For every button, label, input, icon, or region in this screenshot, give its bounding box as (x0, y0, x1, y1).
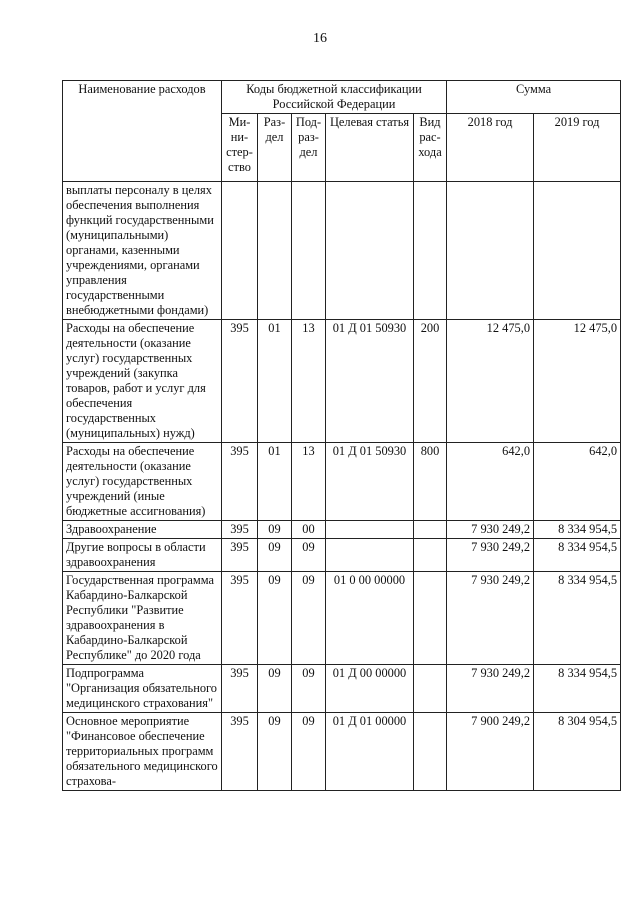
cell-target: 01 Д 00 00000 (326, 665, 414, 713)
cell-section (258, 182, 292, 320)
cell-name: выплаты персоналу в целях обеспечения выполнения функций государственными (муниципальными) органами, казенными учреждениями, органами управления государственными внебюджетными фондами) (63, 182, 222, 320)
cell-type (414, 539, 447, 572)
cell-subsection: 00 (292, 521, 326, 539)
cell-subsection: 09 (292, 572, 326, 665)
cell-subsection: 13 (292, 320, 326, 443)
cell-name: Государственная программа Кабардино-Балкарской Республики "Развитие здравоохранения в Кабардино-Балкарской Республике" до 2020 года (63, 572, 222, 665)
cell-2019: 8 334 954,5 (534, 539, 621, 572)
cell-target (326, 521, 414, 539)
cell-section: 09 (258, 665, 292, 713)
cell-target (326, 182, 414, 320)
cell-2018 (447, 182, 534, 320)
table-row (63, 539, 621, 572)
cell-ministry: 395 (222, 521, 258, 539)
table-row (63, 320, 621, 443)
cell-2018: 7 900 249,2 (447, 713, 534, 791)
cell-name: Подпрограмма "Организация обязательного медицинского страхования" (63, 665, 222, 713)
header-year-2018: 2018 год (447, 114, 534, 182)
cell-type: 800 (414, 443, 447, 521)
cell-target: 01 Д 01 50930 (326, 443, 414, 521)
page-number: 16 (313, 31, 327, 46)
cell-name: Расходы на обеспечение деятельности (оказание услуг) государственных учреждений (закупка товаров, работ и услуг для обеспечения государственных (муниципальных) нужд) (63, 320, 222, 443)
cell-2019: 8 334 954,5 (534, 521, 621, 539)
cell-type (414, 182, 447, 320)
cell-type (414, 665, 447, 713)
cell-name: Основное мероприятие "Финансовое обеспечение территориальных программ обязательного медицинского страхова- (63, 713, 222, 791)
header-sum-group: Сумма (447, 81, 621, 114)
header-expense-type: Вид рас-хода (414, 114, 447, 182)
cell-subsection: 13 (292, 443, 326, 521)
cell-type (414, 521, 447, 539)
cell-name: Другие вопросы в области здравоохранения (63, 539, 222, 572)
cell-2019 (534, 182, 621, 320)
cell-2019: 8 334 954,5 (534, 665, 621, 713)
header-ministry: Ми-ни-стер-ство (222, 114, 258, 182)
table-row (63, 443, 621, 521)
header-row-groups (63, 81, 621, 114)
cell-target: 01 Д 01 00000 (326, 713, 414, 791)
cell-2018: 7 930 249,2 (447, 572, 534, 665)
cell-type: 200 (414, 320, 447, 443)
cell-ministry (222, 182, 258, 320)
cell-section: 09 (258, 521, 292, 539)
header-name: Наименование расходов (63, 81, 222, 182)
cell-type (414, 572, 447, 665)
table-row (63, 665, 621, 713)
cell-2019: 12 475,0 (534, 320, 621, 443)
cell-target: 01 0 00 00000 (326, 572, 414, 665)
cell-section: 09 (258, 572, 292, 665)
header-target-article: Целевая статья (326, 114, 414, 182)
cell-2019: 642,0 (534, 443, 621, 521)
cell-ministry: 395 (222, 539, 258, 572)
header-codes-group: Коды бюджетной классификации Российской Федерации (222, 81, 447, 114)
header-year-2019: 2019 год (534, 114, 621, 182)
cell-ministry: 395 (222, 443, 258, 521)
cell-name: Здравоохранение (63, 521, 222, 539)
cell-ministry: 395 (222, 320, 258, 443)
cell-section: 09 (258, 713, 292, 791)
cell-name: Расходы на обеспечение деятельности (оказание услуг) государственных учреждений (иные бюджетные ассигнования) (63, 443, 222, 521)
cell-2019: 8 334 954,5 (534, 572, 621, 665)
header-subsection: Под-раз-дел (292, 114, 326, 182)
cell-ministry: 395 (222, 665, 258, 713)
table-row (63, 572, 621, 665)
table-row (63, 182, 621, 320)
cell-target: 01 Д 01 50930 (326, 320, 414, 443)
cell-target (326, 539, 414, 572)
cell-subsection: 09 (292, 713, 326, 791)
cell-2018: 642,0 (447, 443, 534, 521)
cell-ministry: 395 (222, 572, 258, 665)
cell-section: 09 (258, 539, 292, 572)
cell-ministry: 395 (222, 713, 258, 791)
cell-2018: 12 475,0 (447, 320, 534, 443)
cell-subsection (292, 182, 326, 320)
cell-subsection: 09 (292, 665, 326, 713)
cell-subsection: 09 (292, 539, 326, 572)
cell-2018: 7 930 249,2 (447, 521, 534, 539)
cell-2018: 7 930 249,2 (447, 665, 534, 713)
cell-2019: 8 304 954,5 (534, 713, 621, 791)
table-row (63, 521, 621, 539)
cell-section: 01 (258, 443, 292, 521)
cell-section: 01 (258, 320, 292, 443)
cell-2018: 7 930 249,2 (447, 539, 534, 572)
header-section: Раз-дел (258, 114, 292, 182)
cell-type (414, 713, 447, 791)
table-row (63, 713, 621, 791)
budget-table (62, 80, 621, 791)
